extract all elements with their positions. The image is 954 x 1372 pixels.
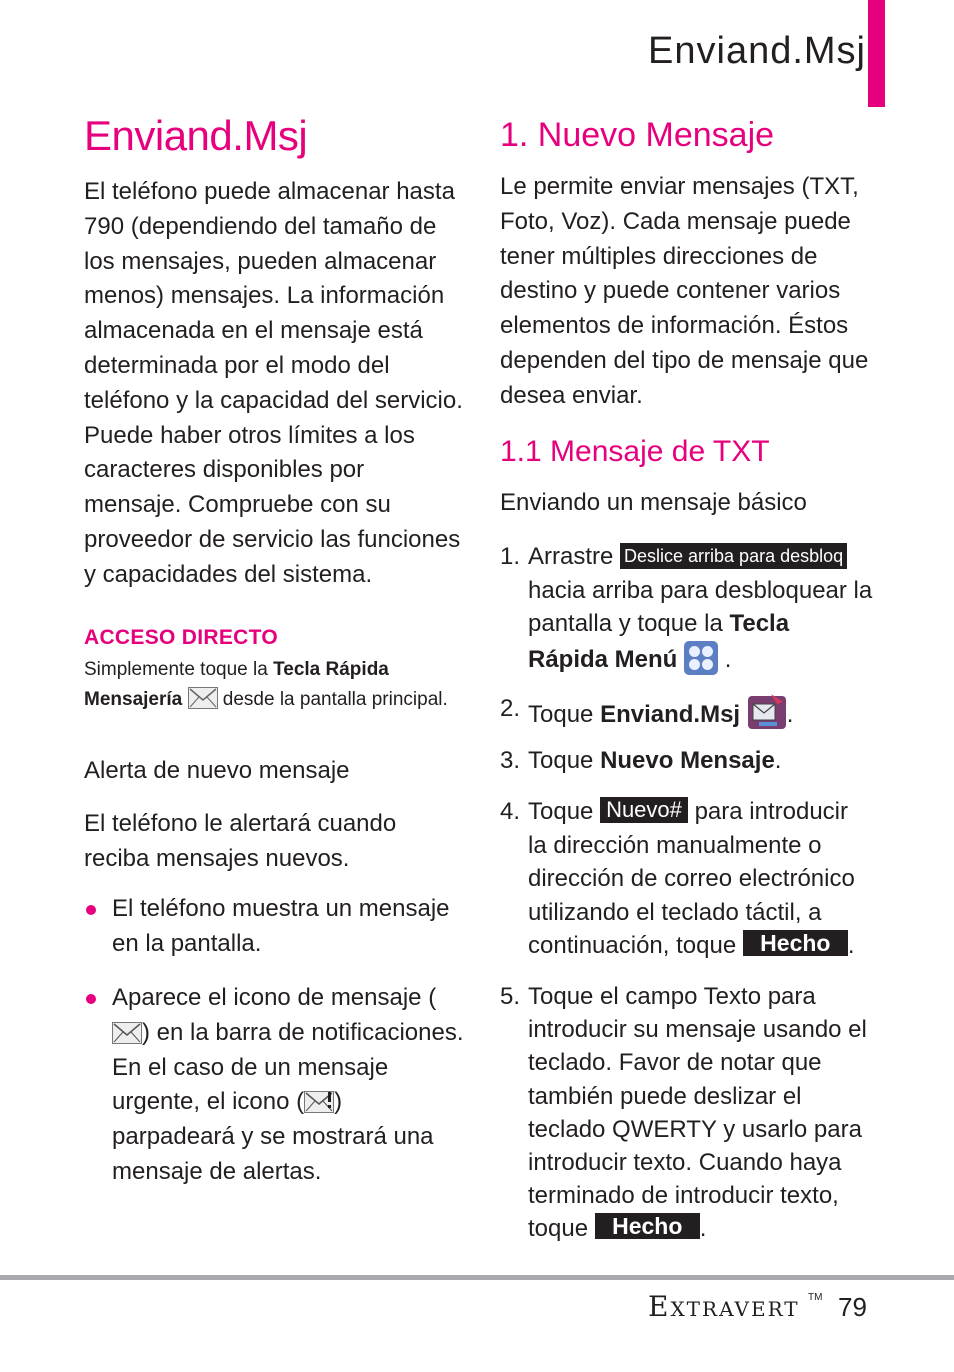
bullet-dot (86, 994, 96, 1004)
urgent-envelope-icon (304, 1091, 334, 1113)
bullet-text-c: ) parpadeará y se mostrará una mensaje de alertas. (112, 1088, 434, 1185)
step-text-c: . (699, 1215, 707, 1243)
header-accent-bar (868, 0, 885, 107)
brand-name: Extravert (648, 1290, 800, 1323)
step-text-a: Toque (528, 701, 601, 728)
step-text-a: Arrastre (528, 543, 621, 570)
step-key-name: Tecla Rápida Menú (528, 610, 790, 673)
running-header-title: Enviand.Msj (648, 30, 866, 72)
shortcut-text-b: desde la pantalla principal. (217, 689, 448, 710)
trademark-mark: TM (808, 1292, 823, 1303)
step-text-c: . (786, 701, 794, 728)
step-text-a: Toque (528, 798, 601, 825)
bullet-text (112, 981, 464, 1190)
step-number: 4. (500, 798, 521, 825)
unlock-slider-label: Deslice arriba para desbloq (620, 543, 847, 569)
step-text (528, 540, 873, 676)
step-text-c: . (774, 747, 782, 774)
step-number: 2. (500, 695, 521, 722)
bullet-text: El teléfono muestra un mensaje en la pantalla. (112, 895, 450, 957)
basic-message-heading: Enviando un mensaje básico (500, 489, 807, 516)
nuevo-hash-button: Nuevo# (600, 797, 688, 823)
alert-text: El teléfono le alertará cuando reciba mensajes nuevos. (84, 810, 397, 872)
envelope-icon (188, 687, 218, 709)
step-number: 3. (500, 747, 521, 774)
step-text-c: . (724, 645, 732, 673)
hecho-button: Hecho (743, 930, 848, 956)
alert-heading: Alerta de nuevo mensaje (84, 757, 350, 784)
messaging-app-icon (747, 692, 787, 730)
step-key-name: Enviand.Msj (600, 701, 741, 728)
page-number: 79 (838, 1292, 867, 1322)
subsection-title: 1. Nuevo Mensaje (500, 116, 775, 154)
step-text-a: Toque (528, 747, 601, 774)
step-number: 1. (500, 543, 521, 570)
step-number: 5. (500, 983, 521, 1010)
shortcut-key-name: Tecla Rápida Mensajería (84, 659, 389, 710)
step-text-c: . (847, 932, 855, 959)
shortcut-label: ACCESO DIRECTO (84, 626, 278, 649)
step-text-b: para introducir la dirección manualmente o dirección de correo electrónico utilizando el teclado táctil, a continuación, toque (528, 798, 855, 959)
bullet-text-a: Aparece el icono de mensaje ( (112, 984, 437, 1011)
menu-grid-icon (684, 641, 718, 675)
step-text (528, 980, 873, 1246)
bullet-text-b: ) en la barra de notificaciones. En el caso de un mensaje urgente, el icono ( (112, 1018, 464, 1116)
hecho-button: Hecho (595, 1213, 700, 1239)
subsubsection-title: 1.1 Mensaje de TXT (500, 435, 770, 468)
bullet-dot (86, 905, 96, 915)
shortcut-text (84, 655, 464, 715)
step-text-b: hacia arriba para desbloquear la pantalla y toque la (528, 576, 873, 637)
shortcut-text-a: Simplemente toque la (84, 659, 274, 680)
section-title: Enviand.Msj (84, 112, 308, 159)
step-text (528, 795, 873, 963)
step-text (528, 692, 873, 733)
message-envelope-icon (112, 1022, 142, 1044)
step-key-name: Nuevo Mensaje (600, 747, 775, 774)
step-text-a: Toque el campo Texto para introducir su mensaje usando el teclado. Favor de notar que también puede deslizar el teclado QWERTY y usarlo para introducir texto. Cuando haya terminado de introducir texto, toque (528, 983, 867, 1243)
intro-paragraph: El teléfono puede almacenar hasta 790 (dependiendo del tamaño de los mensajes, pueden almacenar menos) mensajes. La información almacenada en el mensaje está determinada por el modo del teléfono y la capacidad del servicio. Puede haber otros límites a los caracteres disponibles por mensaje. Compruebe con su proveedor de servicio las funciones y capacidades del sistema. (84, 178, 463, 588)
footer-rule (0, 1275, 954, 1280)
step-text (528, 744, 873, 779)
subsection-intro: Le permite enviar mensajes (TXT, Foto, Voz). Cada mensaje puede tener múltiples direcciones de destino y puede contener varios elementos de información. Éstos dependen del tipo de mensaje que desea enviar. (500, 173, 869, 409)
